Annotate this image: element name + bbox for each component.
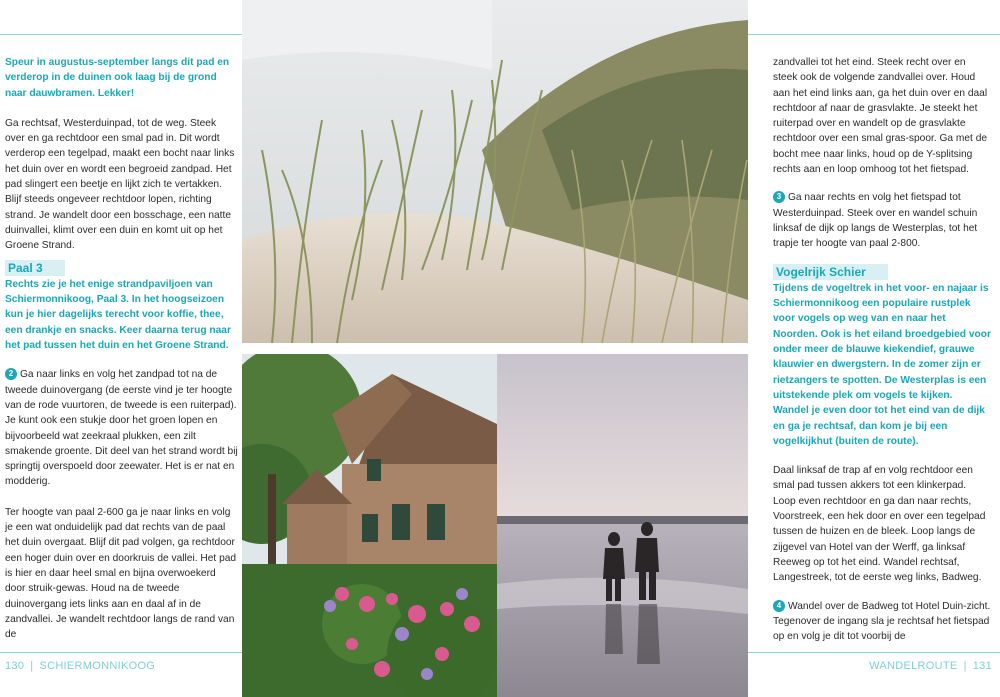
- top-rule-left: [0, 34, 242, 35]
- step-number-badge: 2: [5, 368, 17, 380]
- box-text: Tijdens de vogeltrek in het voor- en najaar is Schiermonnikoog een populaire rustplek voor vogels op weg van en naar het Noorden. Ook is het eiland broedgebied voor onder meer de blauwe kiekendief, grauwe klauwier en dwergstern. In de zomer zijn er rietzangers te spotten. De Westerplas is een uitstekende plek om vogels te kijken. Wandel je even door tot het eind van de dijk en ga je rechtsaf, dan kom je bij een vogelkijkhut (buiten de route).: [773, 282, 991, 447]
- running-title: WANDELROUTE: [869, 660, 958, 672]
- folio-separator: |: [963, 660, 967, 672]
- village-house-photo: [242, 354, 497, 697]
- page-number: 131: [972, 660, 992, 672]
- box-heading: Vogelrijk Schier: [773, 264, 888, 280]
- info-box-paal3: [5, 260, 238, 354]
- right-folio: [869, 660, 992, 672]
- step-text: Wandel over de Badweg tot Hotel Duin-zicht. Tegenover de ingang sla je rechtsaf het fietspad op en volg je dit tot voorbij de: [773, 600, 991, 643]
- route-step-4: [773, 599, 991, 645]
- top-rule-right: [748, 34, 1000, 35]
- route-step-3: [773, 190, 991, 251]
- beach-walkers-photo: [497, 354, 748, 697]
- step-number-badge: 4: [773, 600, 785, 612]
- box-text: Rechts zie je het enige strandpaviljoen van Schiermonnikoog, Paal 3. In het hoogseizoen kun je hier dagelijks terecht voor koffie, thee, een drankje en snacks. Keer daarna terug naar het pad tussen het duin en het Groene Strand.: [5, 278, 231, 352]
- body-paragraph: Daal linksaf de trap af en volg rechtdoor een smal pad tussen akkers tot een klinkerpad. Loop even rechtdoor en ga dan naar rechts, Voorstreek, een hek door en over een tegelpad tussen de huizen en de bleek. Loop langs de zijgevel van Hotel van der Werff, ga linksaf Reeweg op tot het eind. Wandel rechtsaf, Langestreek, tot de eerste weg links, Badweg.: [773, 465, 986, 584]
- box-heading: Paal 3: [5, 260, 65, 276]
- step-text: Ga naar rechts en volg het fietspad tot Westerduinpad. Steek over en wandel schuin linksaf de dijk op langs de Westerplas, tot het trapje ter hoogte van paal 2-800.: [773, 192, 978, 250]
- route-step-2: [5, 367, 238, 489]
- bottom-rule-right: [748, 652, 1000, 653]
- bottom-rule-left: [0, 652, 242, 653]
- step-number-badge: 3: [773, 191, 785, 203]
- left-text-column: [5, 55, 238, 657]
- intro-tip: Speur in augustus-september langs dit pad en verderop in de duinen ook laag bij de grond naar dauwbramen. Lekker!: [5, 57, 230, 99]
- dune-grass-photo: [242, 0, 748, 343]
- folio-separator: |: [30, 660, 34, 672]
- page-number: 130: [5, 660, 25, 672]
- body-paragraph: zandvallei tot het eind. Steek recht over en steek ook de volgende zandvallei over. Houd aan het eind links aan, ga het duin over en daal rechtdoor af naar de grasvlakte. Je steekt het ruiterpad over en wandelt op de grasvlakte rechtdoor over een smal gras-spoor. Ga met de bocht mee naar links, houd op de Y-splitsing rechts aan en loop omhoog tot het fietspad.: [773, 57, 988, 176]
- running-title: SCHIERMONNIKOOG: [39, 660, 156, 672]
- body-paragraph: Ga rechtsaf, Westerduinpad, tot de weg. Steek over en ga rechtdoor een smal pad in. Dit wordt verderop een tegelpad, maakt een bocht naar links het duin over en wordt een begroeid zandpad. Het pad slingert een beetje en lijkt zich te vertakken. Blijf steeds ongeveer rechtdoor lopen, richting strand. Je wandelt door een bosschage, een natte duinvallei, klimt over een duin en komt uit op het Groene Strand.: [5, 117, 235, 252]
- left-folio: [5, 660, 155, 672]
- body-paragraph: Ter hoogte van paal 2-600 ga je naar links en volg je een wat onduidelijk pad dat rechts van de paal het duin overgaat. Blijf dit pad volgen, ga rechtdoor een hoger duin over en doorkruis de vallei. Het pad is hier en daar heel smal en bijna overwoekerd door struik-gewas. Houd na de tweede duinovergang iets links aan en daal af in de zandvallei. Je wandelt rechtdoor langs de rand van de: [5, 506, 237, 641]
- info-box-vogelrijk: [773, 264, 991, 450]
- right-text-column: [773, 55, 991, 659]
- step-text: Ga naar links en volg het zandpad tot na de tweede duinovergang (de eerste vind je ter hoogte van de rode vuurtoren, de tweede is een ruiterpad). Je kunt ook een stukje door het groen lopen en bijvoorbeeld wat zeekraal plukken, een zilt smakende groente. Dit deel van het strand wordt bij springtij overspoeld door zeewater. Het is er nat en modderig.: [5, 369, 238, 488]
